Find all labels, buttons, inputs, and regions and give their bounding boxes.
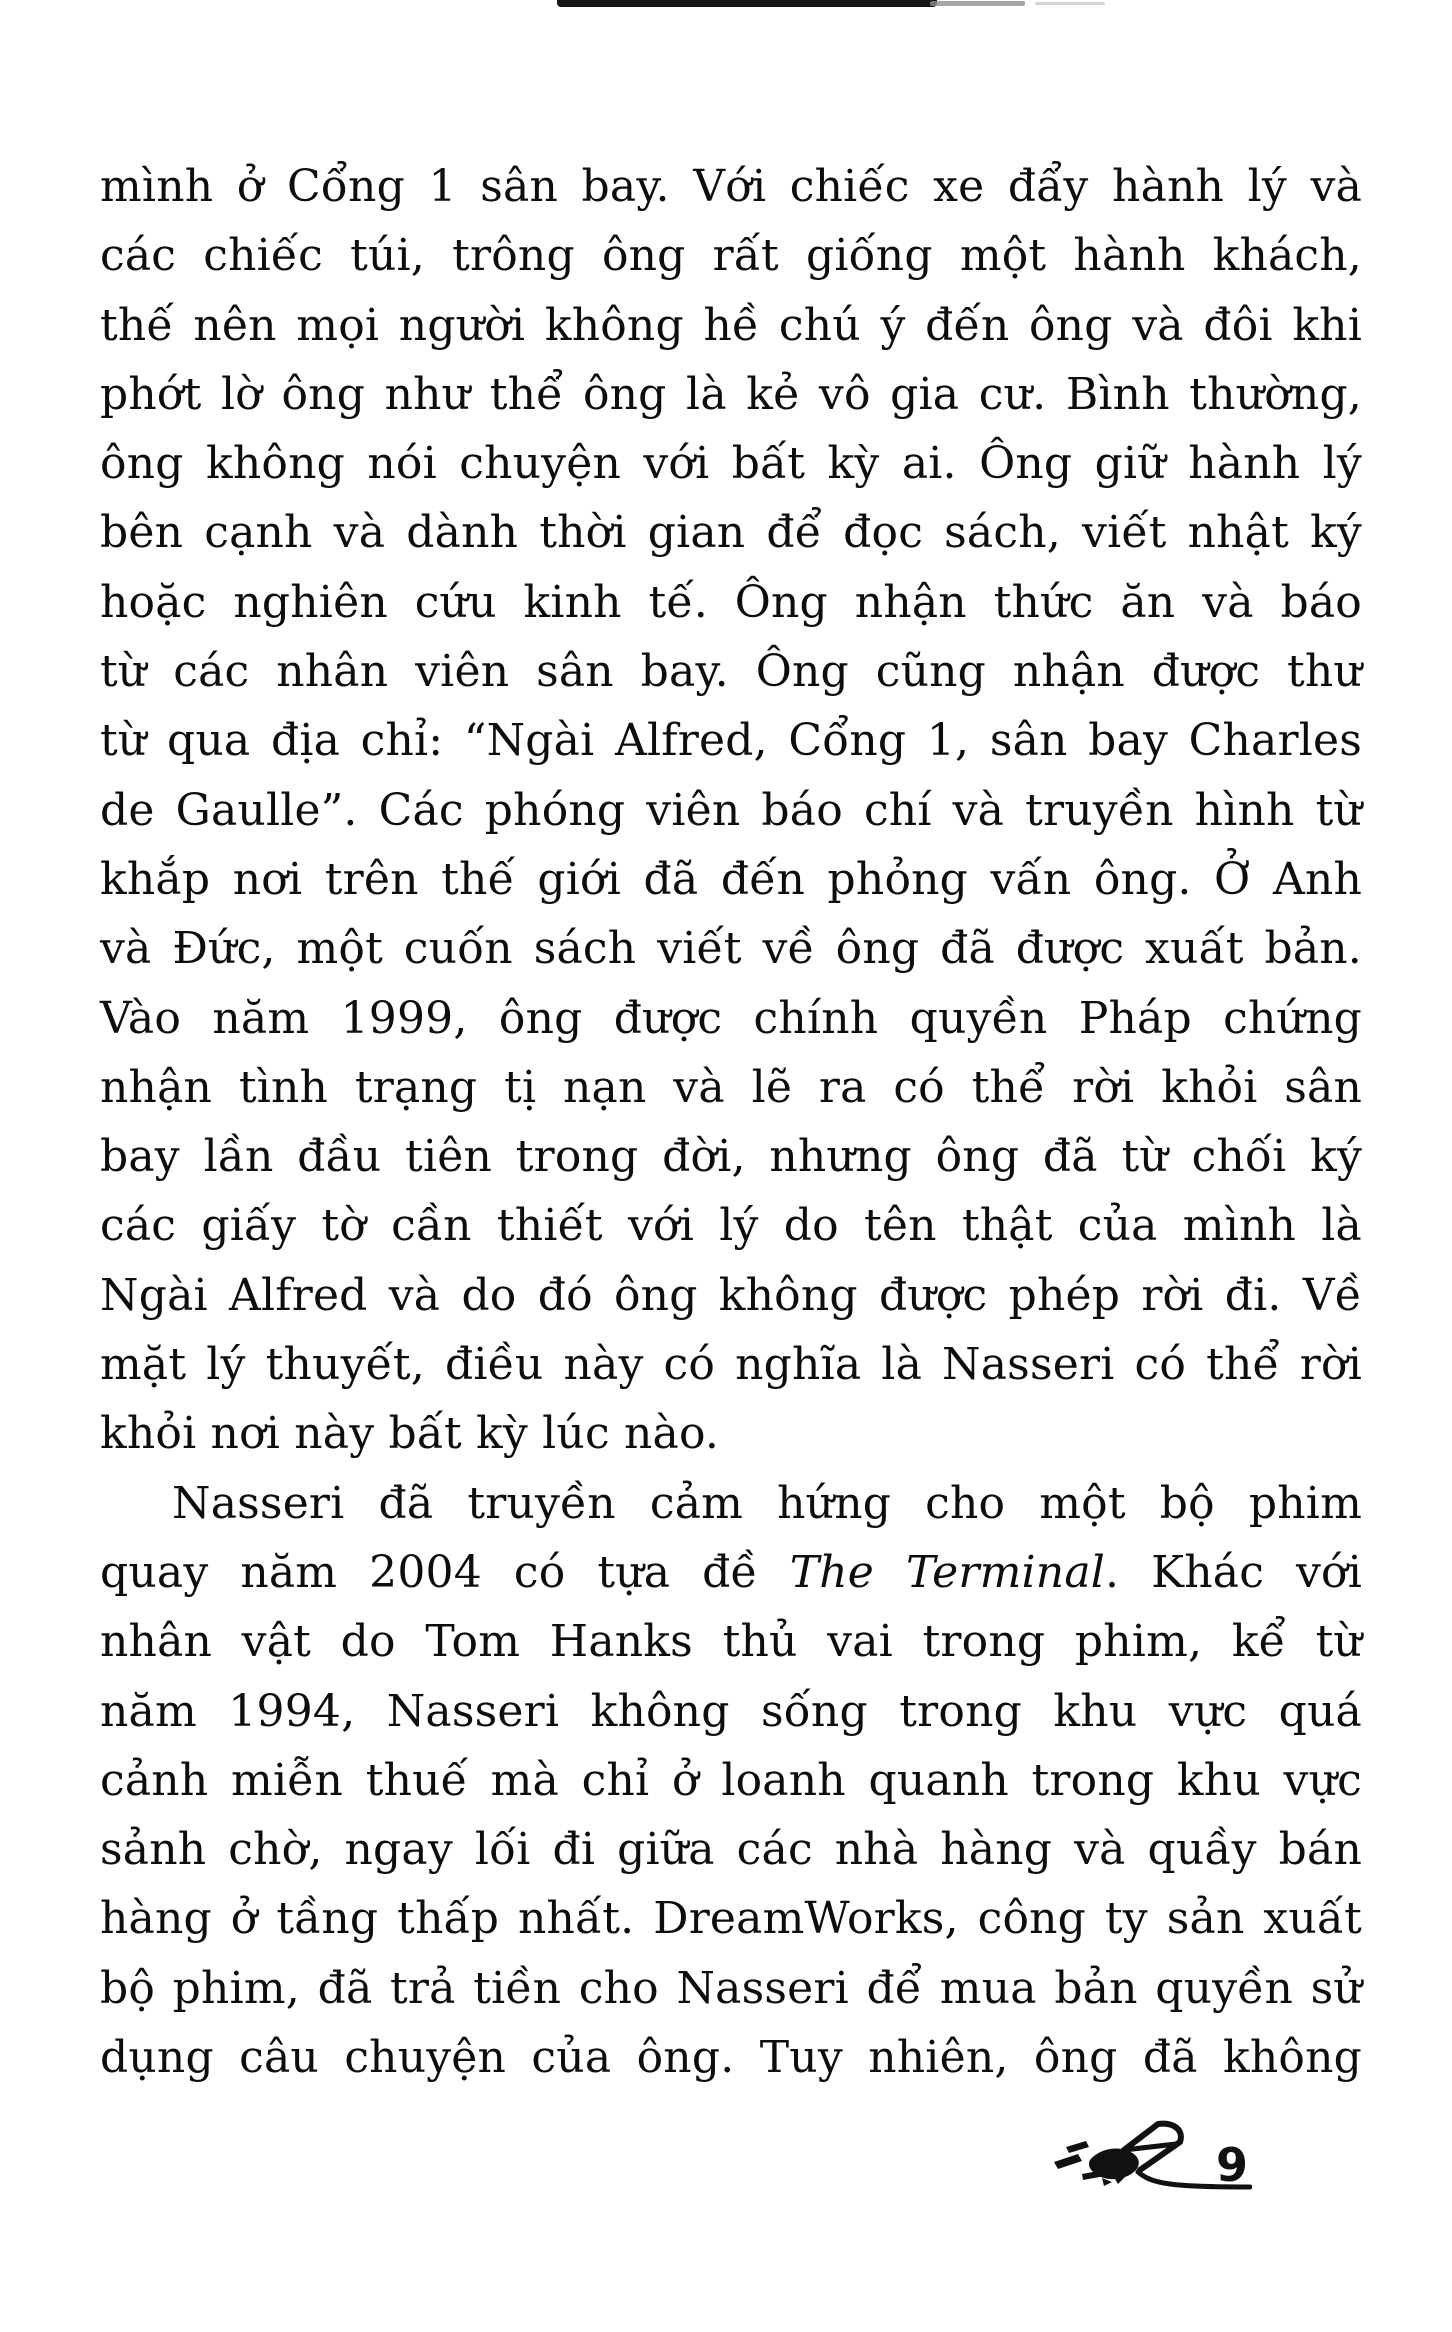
text-line [100,221,1362,290]
text-line [100,1884,1362,1953]
page-number: 9 [1216,2138,1249,2192]
text-segment: và Đức, một cuốn sách viết về ông đã được xuất bản. [100,923,1362,975]
text-segment: khỏi nơi này bất kỳ lúc nào. [100,1408,720,1460]
text-segment: quay năm 2004 có tựa đề [100,1546,790,1598]
text-line [100,568,1362,637]
text-line [100,291,1362,360]
text-segment: năm 1994, Nasseri không sống trong khu vực quá [100,1685,1362,1737]
text-line [100,914,1362,983]
text-line [100,498,1362,567]
text-segment: từ qua địa chỉ: “Ngài Alfred, Cổng 1, sân bay Charles [100,715,1362,767]
text-segment: các giấy tờ cần thiết với lý do tên thật của mình là [100,1200,1362,1252]
text-line [100,776,1362,845]
text-segment: bên cạnh và dành thời gian để đọc sách, viết nhật ký [100,507,1362,559]
movie-title-italic: The Terminal [789,1546,1106,1598]
text-segment: hoặc nghiên cứu kinh tế. Ông nhận thức ăn và báo [100,576,1362,628]
text-line [100,637,1362,706]
text-line [100,1399,1362,1468]
text-segment: . Khác với [1105,1546,1362,1598]
text-line [100,706,1362,775]
text-segment: sảnh chờ, ngay lối đi giữa các nhà hàng và quầy bán [100,1824,1362,1876]
text-line [100,1607,1362,1676]
text-segment: nhận tình trạng tị nạn và lẽ ra có thể rời khỏi sân [100,1061,1362,1113]
text-segment: bộ phim, đã trả tiền cho Nasseri để mua bản quyền sử [100,1962,1362,2014]
text-line [100,1538,1362,1607]
text-segment: bay lần đầu tiên trong đời, nhưng ông đã từ chối ký [100,1131,1362,1183]
scan-edge-artifact [557,0,937,7]
body-text [100,152,1362,2092]
text-segment: de Gaulle”. Các phóng viên báo chí và truyền hình từ [100,784,1362,836]
text-line [100,1746,1362,1815]
text-segment: dụng câu chuyện của ông. Tuy nhiên, ông đã không [100,2032,1362,2084]
text-segment: thế nên mọi người không hề chú ý đến ông và đôi khi [100,299,1362,351]
text-line [100,1191,1362,1260]
text-line [100,360,1362,429]
text-segment: Nasseri đã truyền cảm hứng cho một bộ phim [172,1477,1362,1529]
text-segment: từ các nhân viên sân bay. Ông cũng nhận được thư [100,646,1362,698]
scan-edge-artifact-light [930,1,1025,6]
text-segment: hàng ở tầng thấp nhất. DreamWorks, công ty sản xuất [100,1893,1362,1945]
text-segment: mình ở Cổng 1 sân bay. Với chiếc xe đẩy hành lý và [100,161,1362,212]
text-segment: Vào năm 1999, ông được chính quyền Pháp chứng [100,992,1362,1044]
text-segment: mặt lý thuyết, điều này có nghĩa là Nasseri có thể rời [100,1339,1362,1391]
text-line [100,1053,1362,1122]
text-line [100,1677,1362,1746]
text-line [100,1330,1362,1399]
text-segment: cảnh miễn thuế mà chỉ ở loanh quanh trong khu vực [100,1754,1362,1806]
text-line [100,1261,1362,1330]
text-segment: ông không nói chuyện với bất kỳ ai. Ông giữ hành lý [100,438,1362,490]
text-segment: khắp nơi trên thế giới đã đến phỏng vấn ông. Ở Anh [100,853,1362,905]
text-segment: nhân vật do Tom Hanks thủ vai trong phim, kể từ [100,1616,1362,1668]
text-line [100,429,1362,498]
text-segment: các chiếc túi, trông ông rất giống một hành khách, [100,230,1362,282]
text-line [100,1122,1362,1191]
scan-edge-artifact-faint [1035,2,1105,5]
text-line [100,984,1362,1053]
text-segment: phớt lờ ông như thể ông là kẻ vô gia cư. Bình thường, [100,368,1362,420]
text-line [100,1469,1362,1538]
text-segment: Ngài Alfred và do đó ông không được phép rời đi. Về [100,1269,1362,1321]
page-footer [1052,2114,1262,2204]
text-line [100,2023,1362,2092]
text-line [100,1815,1362,1884]
text-line [100,845,1362,914]
text-line [100,1954,1362,2023]
text-line [100,152,1362,221]
